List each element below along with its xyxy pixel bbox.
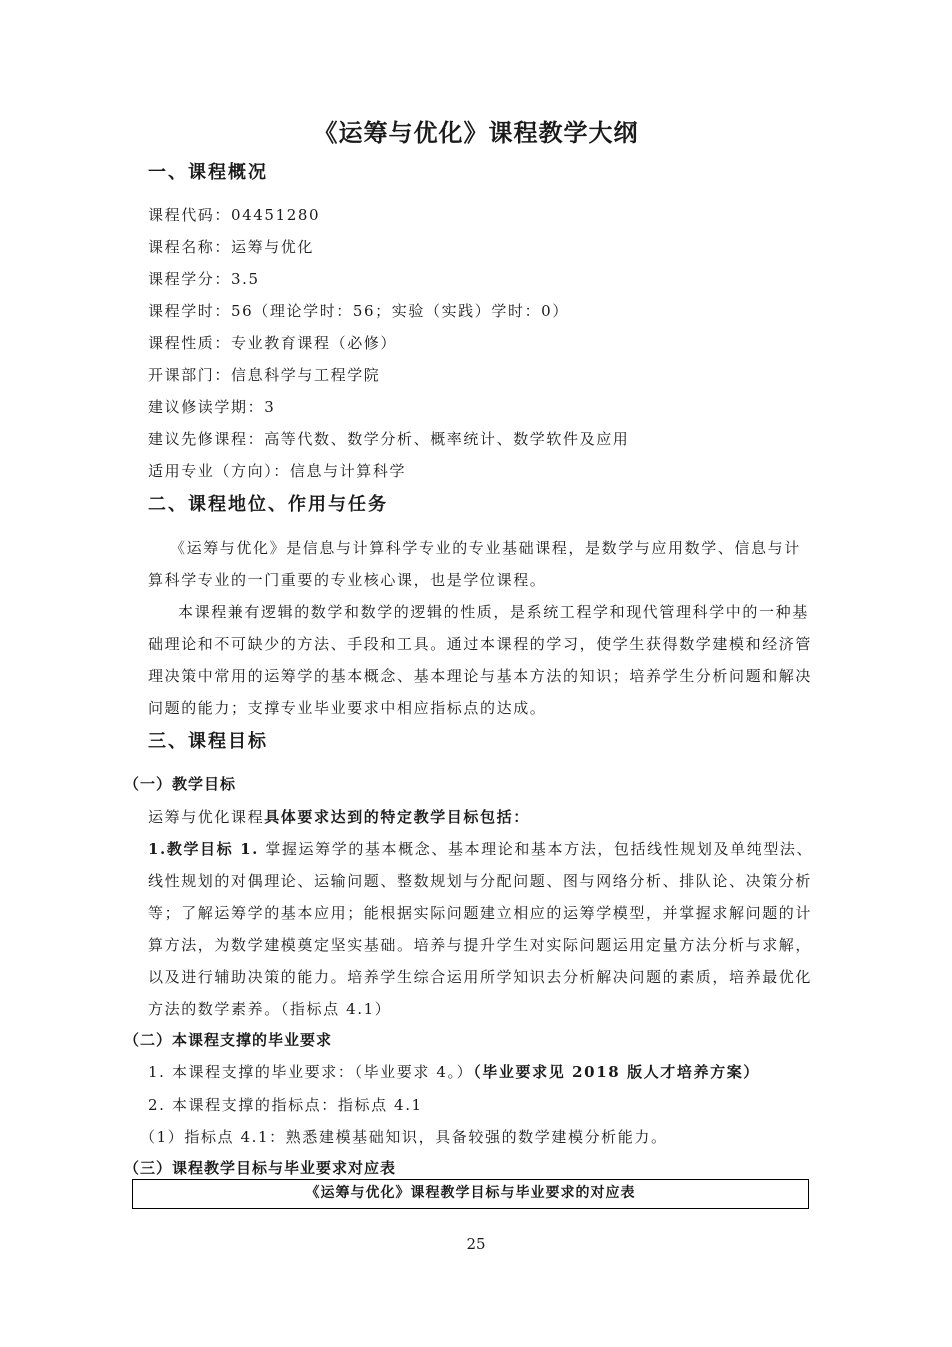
paragraph-line: 《运筹与优化》是信息与计算科学专业的专业基础课程，是数学与应用数学、信息与计 bbox=[170, 539, 801, 557]
objectives-intro-bold: 具体要求达到的特定教学目标包括： bbox=[264, 808, 530, 826]
course-major: 适用专业（方向）：信息与计算科学 bbox=[148, 462, 407, 480]
course-hours: 课程学时：56（理论学时：56；实验（实践）学时：0） bbox=[148, 302, 569, 320]
goal-line: 算方法，为数学建模奠定坚实基础。培养与提升学生对实际问题运用定量方法分析与求解， bbox=[148, 936, 813, 954]
goal-line: 以及进行辅助决策的能力。培养学生综合运用所学知识去分析解决问题的素质，培养最优化 bbox=[148, 968, 813, 986]
course-credits: 课程学分：3.5 bbox=[148, 270, 260, 288]
paragraph-line: 本课程兼有逻辑的数学和数学的逻辑的性质，是系统工程学和现代管理科学中的一种基 bbox=[178, 603, 809, 621]
course-code: 课程代码：04451280 bbox=[148, 206, 321, 224]
course-name: 课程名称：运筹与优化 bbox=[148, 238, 315, 256]
paragraph-line: 算科学专业的一门重要的专业核心课，也是学位课程。 bbox=[148, 571, 547, 589]
goal-line: 等；了解运筹学的基本应用；能根据实际问题建立相应的运筹学模型，并掌握求解问题的计 bbox=[148, 904, 813, 922]
section-heading-3: 三、课程目标 bbox=[148, 731, 268, 752]
course-prerequisites: 建议先修课程：高等代数、数学分析、概率统计、数学软件及应用 bbox=[148, 430, 630, 448]
subsection-heading-3: （三）课程教学目标与毕业要求对应表 bbox=[124, 1159, 397, 1177]
paragraph-line: 问题的能力；支撑专业毕业要求中相应指标点的达成。 bbox=[148, 699, 547, 717]
requirement-text: 1. 本课程支撑的毕业要求：（毕业要求 4。） bbox=[148, 1063, 474, 1081]
mapping-table-title: 《运筹与优化》课程教学目标与毕业要求的对应表 bbox=[132, 1179, 809, 1209]
indicator-line: （1）指标点 4.1：熟悉建模基础知识，具备较强的数学建模分析能力。 bbox=[140, 1128, 668, 1146]
goal-line: 线性规划的对偶理论、运输问题、整数规划与分配问题、图与网络分析、排队论、决策分析 bbox=[148, 872, 813, 890]
subsection-heading-2: （二）本课程支撑的毕业要求 bbox=[124, 1031, 333, 1049]
page-title: 《运筹与优化》课程教学大纲 bbox=[313, 118, 639, 147]
section-heading-1: 一、课程概况 bbox=[148, 162, 268, 183]
subsection-heading-1: （一）教学目标 bbox=[124, 775, 237, 793]
objectives-intro-normal: 运筹与优化课程 bbox=[148, 808, 265, 826]
requirement-line-1 bbox=[148, 1061, 760, 1082]
goal-text: 掌握运筹学的基本概念、基本理论和基本方法，包括线性规划及单纯型法、 bbox=[258, 840, 814, 858]
paragraph-line: 础理论和不可缺少的方法、手段和工具。通过本课程的学习，使学生获得数学建模和经济管 bbox=[148, 635, 813, 653]
goal-line-1 bbox=[148, 838, 813, 859]
goal-label: 1.教学目标 1. bbox=[148, 840, 259, 858]
goal-line: 方法的数学素养。（指标点 4.1） bbox=[148, 1000, 392, 1018]
requirement-line-2: 2. 本课程支撑的指标点：指标点 4.1 bbox=[148, 1096, 423, 1114]
course-department: 开课部门：信息科学与工程学院 bbox=[148, 366, 381, 384]
course-semester: 建议修读学期：3 bbox=[148, 398, 276, 416]
course-nature: 课程性质：专业教育课程（必修） bbox=[148, 334, 398, 352]
page-number: 25 bbox=[466, 1235, 486, 1253]
requirement-note: （毕业要求见 2018 版人才培养方案） bbox=[473, 1063, 760, 1081]
section-heading-2: 二、课程地位、作用与任务 bbox=[148, 494, 388, 515]
paragraph-line: 理决策中常用的运筹学的基本概念、基本理论与基本方法的知识；培养学生分析问题和解决 bbox=[148, 667, 813, 685]
objectives-intro bbox=[148, 806, 530, 827]
